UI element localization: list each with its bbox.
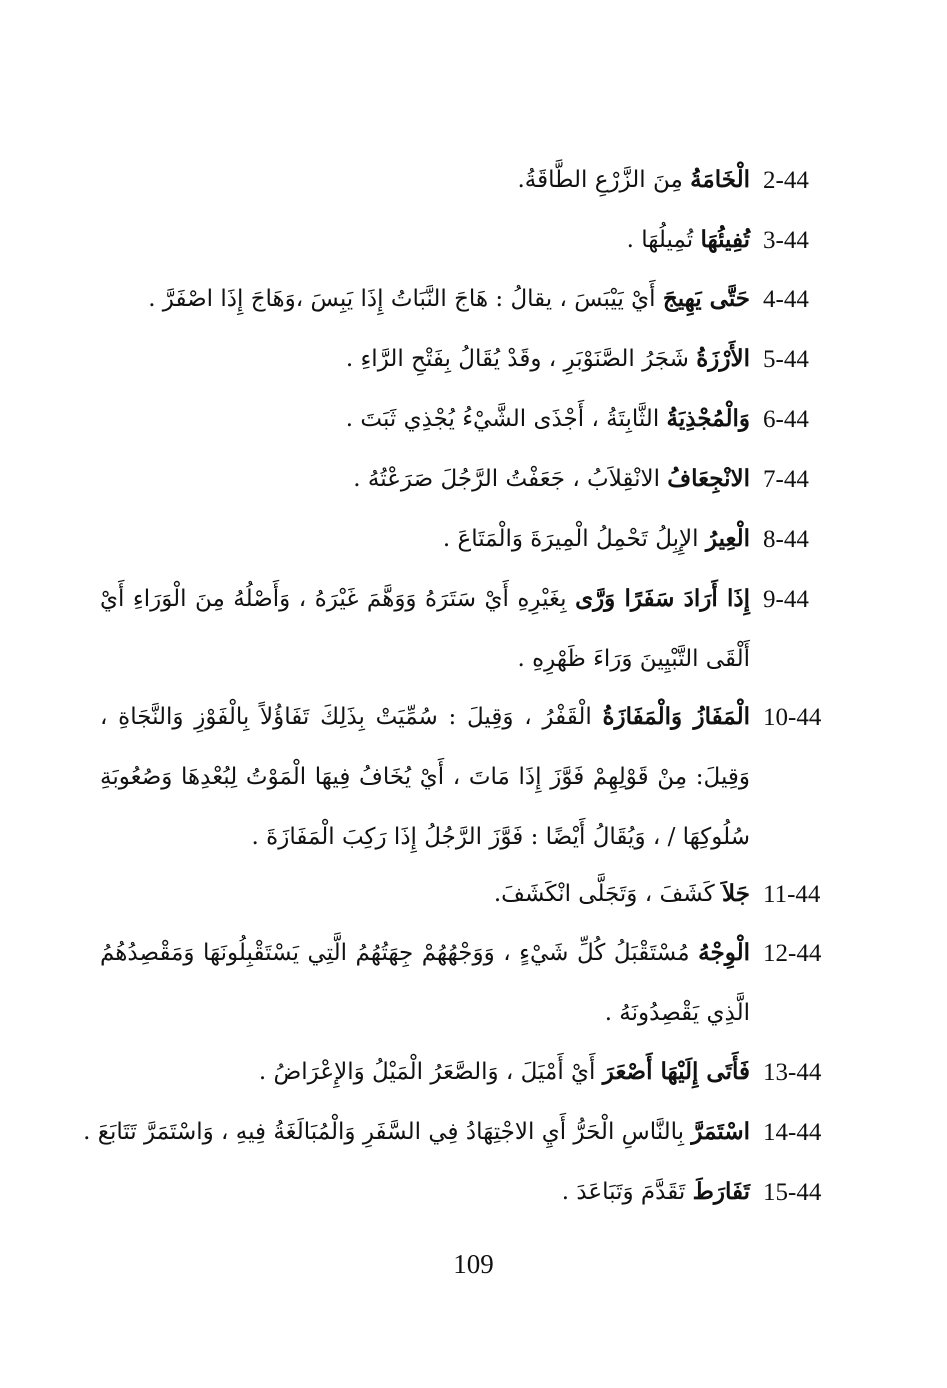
entry-term: الْخَامَةُ <box>690 166 750 193</box>
entry-definition: الانْقِلاَبُ ، جَعَفْتُ الرَّجُلَ صَرَعْتُهُ . <box>353 466 660 492</box>
entry-number: 5-44 <box>763 346 809 373</box>
entry-definition: مُسْتَقْبَلُ كُلِّ شَيْءٍ ، وَوَجْهُهُمْ جِهَتُهُمُ الَّتِي يَسْتَقْبِلُونَهَا وَمَقْصِدُهُمُ الَّذِي يَقْصِدُونَهُ . <box>100 940 750 1026</box>
entry-definition: كَشَفَ ، وَتَجَلَّى انْكَشَفَ. <box>493 881 715 907</box>
entry-term: تَفَارَطَ <box>692 1178 750 1205</box>
entry-term: جَلاَ <box>722 880 750 907</box>
entry-definition: بِغَيْرِهِ أَيْ سَتَرَهُ وَوَهَّمَ غَيْرَهُ ، وَأَصْلُهُ مِنَ الْوَرَاءِ أَيْ أَلْقَى التَّبْيِينَ وَرَاءَ ظَهْرِهِ . <box>100 586 750 672</box>
entry-number: 14-44 <box>763 1119 822 1146</box>
entry-number: 7-44 <box>763 466 809 493</box>
entry-text <box>100 923 750 1043</box>
entry-definition: أَيْ أَمْيَلَ ، وَالصَّعَرُ الْمَيْلُ وَالإِعْرَاضُ . <box>258 1059 596 1085</box>
entry-text <box>494 864 750 924</box>
entry-text <box>518 150 751 210</box>
entry-text <box>346 389 750 449</box>
entry-term: الْوِجْهُ <box>698 939 750 966</box>
entry-number: 15-44 <box>763 1179 822 1206</box>
entry-term: اسْتَمَرَّ <box>691 1118 750 1145</box>
entry-term: الأَرْزَةُ <box>696 345 750 372</box>
entry-text <box>346 329 750 389</box>
entry-term: الانْجِعَافُ <box>667 465 750 492</box>
entry-term: وَالْمُجْذِيَةُ <box>666 405 750 432</box>
entry-number: 2-44 <box>763 167 809 194</box>
entry-number: 9-44 <box>763 586 809 613</box>
entry-term: الْمَفَازُ وَالْمَفَازَةُ <box>602 703 750 730</box>
entry-number: 10-44 <box>763 704 822 731</box>
entry-definition: شَجَرُ الصَّنَوْبَرِ ، وقَدْ يُقَالُ بِفَتْحِ الرَّاءِ . <box>345 346 689 372</box>
entry-text <box>83 1102 750 1162</box>
entry-number: 6-44 <box>763 406 809 433</box>
entry-term: فَأَتَى إِلَيْهَا أَصْعَرَ <box>602 1058 750 1085</box>
entry-text <box>353 449 750 509</box>
entry-term: الْعِيرُ <box>705 525 750 552</box>
entry-term: حَتَّى يَهِيجَ <box>662 285 750 312</box>
entry-number: 11-44 <box>763 881 821 908</box>
entry-text <box>562 1162 750 1222</box>
entry-text <box>443 509 750 569</box>
entry-text <box>627 210 750 270</box>
entry-definition: الثَّابِتَةُ ، أَجْذَى الشَّيْءُ يُجْذِي ثَبَتَ . <box>345 406 660 432</box>
entry-definition: الْقَفْرُ ، وَقِيلَ : سُمِّيَتْ بِذَلِكَ تَفَاؤُلاً بِالْفَوْزِ وَالنَّجَاةِ ، وَقِيلَ: مِنْ قَوْلِهِمْ فَوَّزَ إِذَا مَاتَ ، أَيْ يُخَافُ فِيهَا الْمَوْتُ لِبُعْدِهَا وَصُعُوبَةِ سُلُوكِهَا / ، وَيُقَالُ أَيْضًا : فَوَّزَ الرَّجُلُ إِذَا رَكِبَ الْمَفَازَةَ . <box>100 704 750 850</box>
entry-text <box>148 269 750 329</box>
entry-text <box>100 687 750 867</box>
entry-number: 4-44 <box>763 286 809 313</box>
entry-definition: بِالنَّاسِ الْحَرُّ أَيِ الاجْتِهَادُ فِي السَّفَرِ وَالْمُبَالَغَةُ فِيهِ ، وَاسْتَمَرَّ تَتَابَعَ . <box>83 1119 685 1145</box>
page-number: 109 <box>453 1249 494 1279</box>
entry-text <box>259 1042 750 1102</box>
entry-definition: الإِبِلُ تَحْمِلُ الْمِيرَةَ وَالْمَتَاعَ . <box>442 526 699 552</box>
entry-number: 3-44 <box>763 227 809 254</box>
entry-term: تُفِيئُهَا <box>700 226 750 253</box>
entry-definition: مِنَ الزَّرْعِ الطَّاقَةُ. <box>517 167 683 193</box>
entry-definition: تُمِيلُهَا . <box>626 227 694 253</box>
entry-number: 12-44 <box>763 940 822 967</box>
entry-text <box>100 569 750 689</box>
entry-definition: تَقَدَّمَ وَتَبَاعَدَ . <box>561 1179 686 1205</box>
entry-number: 13-44 <box>763 1059 822 1086</box>
entry-number: 8-44 <box>763 526 809 553</box>
entry-definition: أَيْ يَيْبَسَ ، يقالُ : هَاجَ النَّبَاتُ إِذَا يَبِسَ ،وَهَاجَ إِذَا اصْفَرَّ . <box>148 286 656 312</box>
entry-term: إِذَا أَرَادَ سَفَرًا وَرَّى <box>575 585 750 612</box>
